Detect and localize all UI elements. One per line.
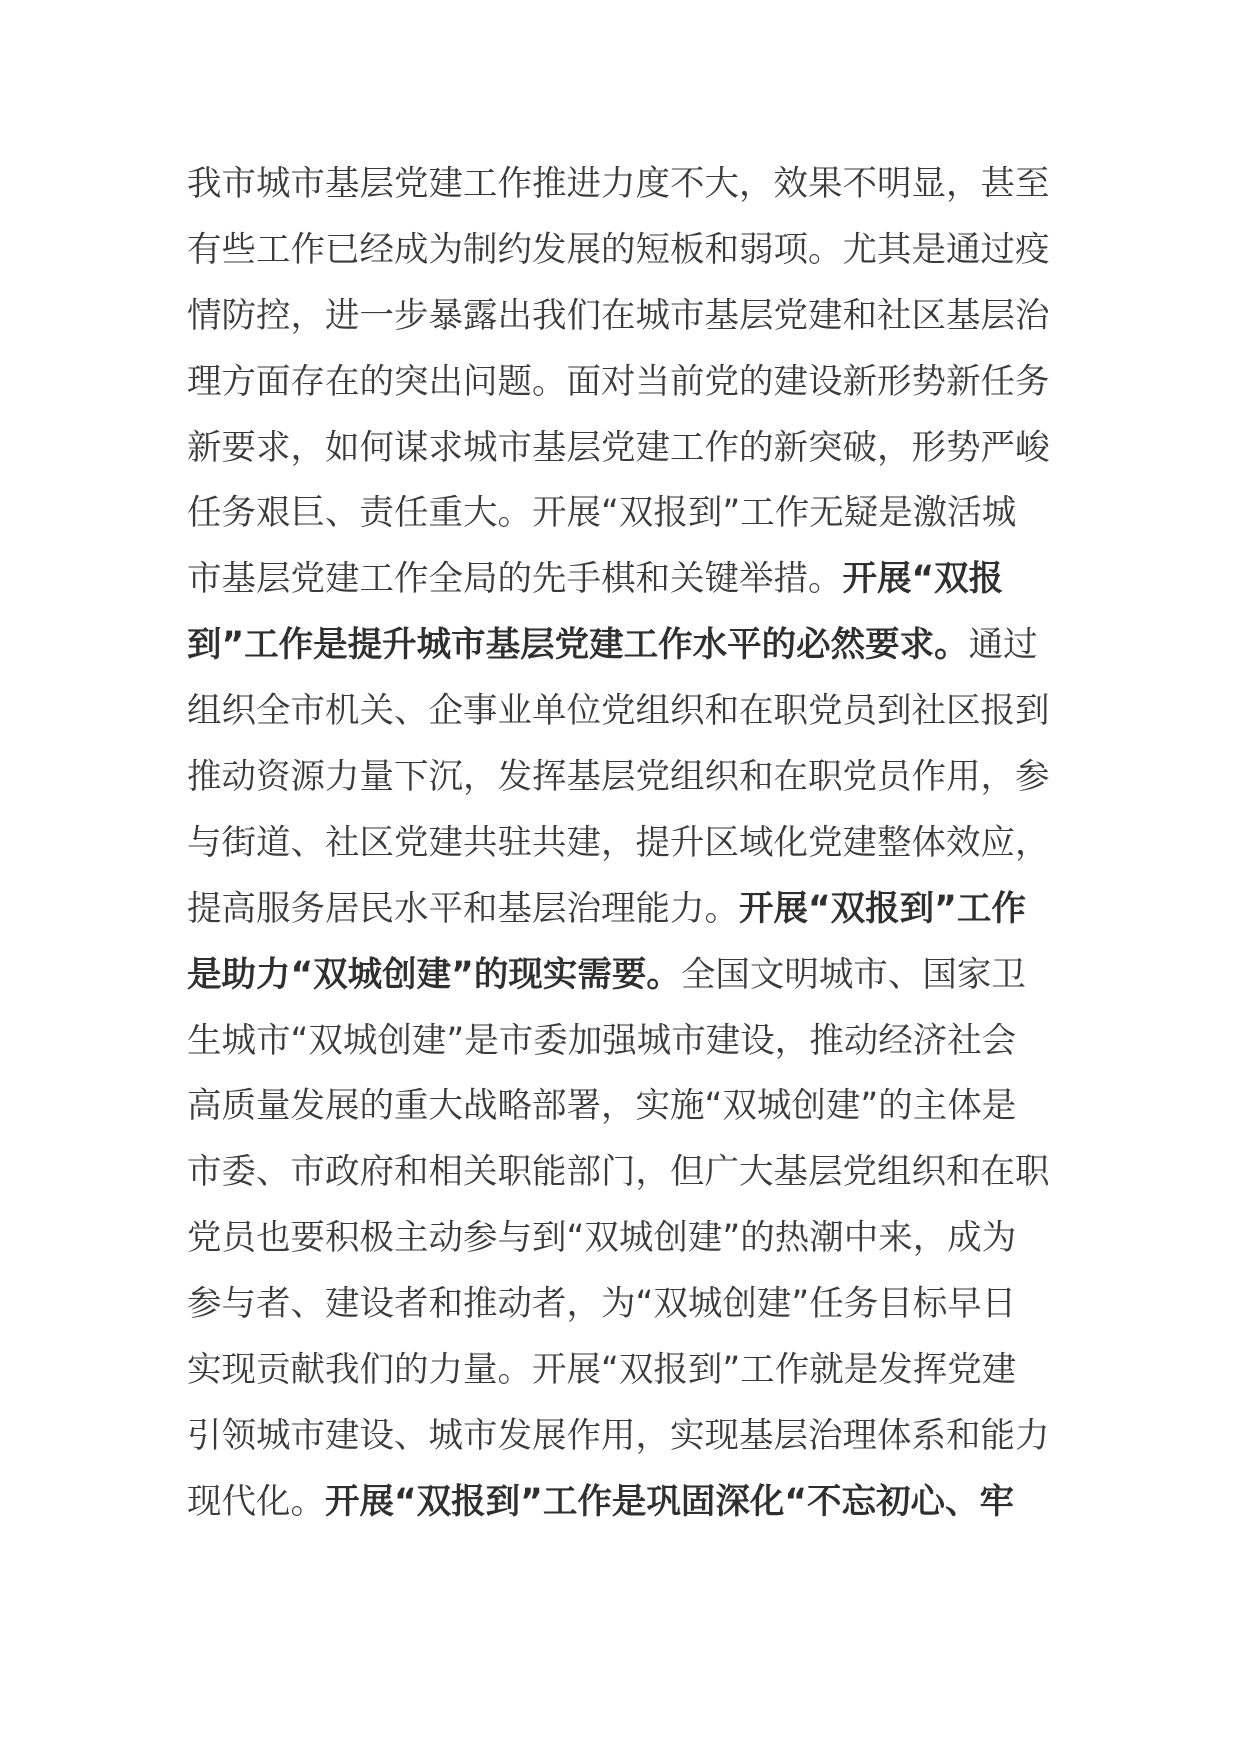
text-segment: 市委、市政府和相关职能部门，但广大基层党组织和在职 xyxy=(187,1152,1050,1193)
text-line xyxy=(187,1140,1067,1206)
text-segment: 市基层党建工作全局的先手棋和关键举措。 xyxy=(187,559,843,600)
bold-text-segment: 开展“双报到”工作 xyxy=(739,888,1026,929)
text-segment: 与街道、社区党建共驻共建，提升区域化党建整体效应， xyxy=(187,822,1050,863)
bold-text-segment: 是助力“双城创建”的现实需要。 xyxy=(187,954,681,995)
text-line xyxy=(187,745,1067,811)
text-line xyxy=(187,613,1067,679)
bold-text-segment: 开展“双报 xyxy=(842,559,1004,600)
text-line xyxy=(187,481,1067,547)
text-line xyxy=(187,943,1067,1009)
text-line xyxy=(187,1009,1067,1075)
text-line xyxy=(187,1206,1067,1272)
text-segment: 提高服务居民水平和基层治理能力。 xyxy=(187,888,739,929)
text-segment: 情防控，进一步暴露出我们在城市基层党建和社区基层治 xyxy=(187,295,1050,336)
text-segment: 我市城市基层党建工作推进力度不大，效果不明显，甚至 xyxy=(187,164,1050,204)
text-line xyxy=(187,1338,1067,1404)
text-segment: 党员也要积极主动参与到“双城创建”的热潮中来，成为 xyxy=(187,1218,1017,1259)
bold-text-segment: 到”工作是提升城市基层党建工作水平的必然要求。 xyxy=(187,625,969,666)
text-line xyxy=(187,152,1067,218)
text-segment: 生城市“双城创建”是市委加强城市建设，推动经济社会 xyxy=(187,1020,1017,1061)
text-segment: 任务艰巨、责任重大。开展“双报到”工作无疑是激活城 xyxy=(187,493,1017,534)
text-segment: 高质量发展的重大战略部署，实施“双城创建”的主体是 xyxy=(187,1086,1017,1127)
text-line xyxy=(187,1404,1067,1470)
text-line xyxy=(187,416,1067,482)
text-segment: 推动资源力量下沉，发挥基层党组织和在职党员作用，参 xyxy=(187,757,1050,798)
text-segment: 现代化。 xyxy=(187,1481,325,1522)
text-line xyxy=(187,284,1067,350)
body-paragraph xyxy=(187,152,1067,1536)
text-segment: 参与者、建设者和推动者，为“双城创建”任务目标早日 xyxy=(187,1284,1017,1325)
text-segment: 理方面存在的突出问题。面对当前党的建设新形势新任务 xyxy=(187,361,1050,402)
text-line xyxy=(187,811,1067,877)
text-segment: 实现贡献我们的力量。开展“双报到”工作就是发挥党建 xyxy=(187,1350,1017,1391)
text-segment: 新要求，如何谋求城市基层党建工作的新突破，形势严峻 xyxy=(187,427,1050,468)
text-line xyxy=(187,218,1067,284)
text-segment: 引领城市建设、城市发展作用，实现基层治理体系和能力 xyxy=(187,1415,1050,1456)
text-line xyxy=(187,1074,1067,1140)
text-line xyxy=(187,547,1067,613)
text-segment: 全国文明城市、国家卫 xyxy=(680,954,1026,995)
text-line xyxy=(187,1272,1067,1338)
text-line xyxy=(187,877,1067,943)
bold-text-segment: 开展“双报到”工作是巩固深化“不忘初心、牢 xyxy=(325,1481,1015,1522)
text-line xyxy=(187,350,1067,416)
text-line xyxy=(187,679,1067,745)
text-segment: 组织全市机关、企事业单位党组织和在职党员到社区报到 xyxy=(187,691,1050,732)
text-line xyxy=(187,1470,1067,1536)
text-segment: 通过 xyxy=(968,625,1038,666)
text-segment: 有些工作已经成为制约发展的短板和弱项。尤其是通过疫 xyxy=(187,229,1050,270)
